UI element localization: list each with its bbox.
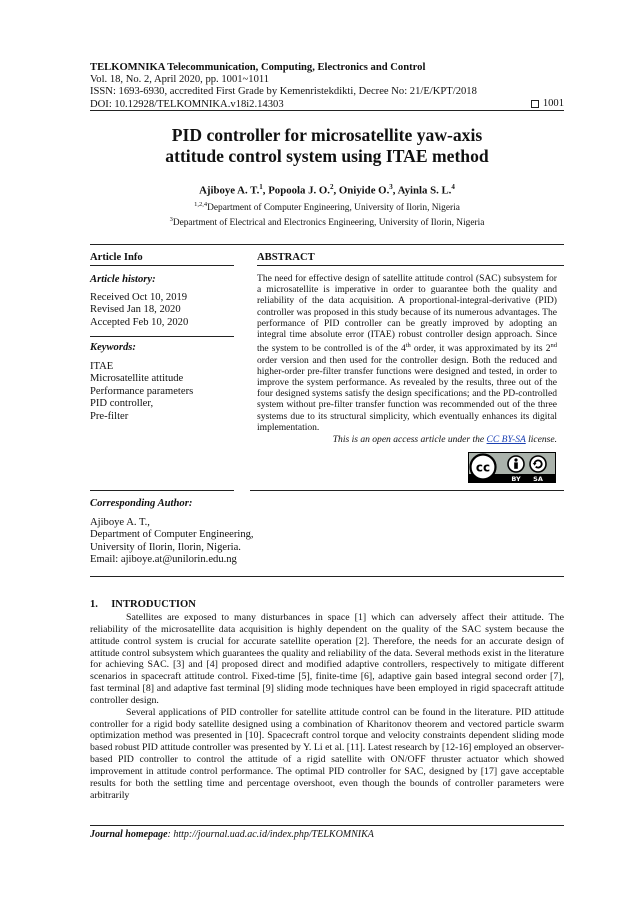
affil-2-sup: 3 <box>169 216 173 224</box>
title-line-1: PID controller for microsatellite yaw-axis <box>171 125 483 145</box>
cc-logo-text: cc <box>475 460 491 475</box>
sup-nd: nd <box>550 342 557 350</box>
sup-th: th <box>405 342 411 350</box>
introduction-heading: 1. INTRODUCTION <box>90 599 196 610</box>
volume-info: Vol. 18, No. 2, April 2020, pp. 1001~1011 <box>90 74 270 86</box>
affil-1-sup: 1,2,4 <box>194 201 208 208</box>
info-head-rule <box>90 265 234 266</box>
abstract-part-2: order, it was approximated by its 2 <box>410 343 551 355</box>
article-history-heading: Article history: <box>90 274 156 285</box>
license-suffix: license. <box>525 434 557 445</box>
cc-badge-graphic <box>468 452 556 483</box>
share-alike-icon <box>530 456 546 472</box>
corresponding-right-rule <box>250 490 564 491</box>
author-1: Ajiboye A. T. <box>199 184 260 197</box>
by-label: BY <box>511 475 521 483</box>
author-2-sup: 2 <box>329 183 334 191</box>
author-3-sup: 3 <box>389 183 393 191</box>
homepage-url: : http://journal.uad.ac.id/index.php/TELKOMNIKA <box>167 829 374 840</box>
keyword: Performance parameters <box>90 385 194 397</box>
author-3: , Oniyide O. <box>333 184 390 197</box>
cc-by-sa-link[interactable]: CC BY-SA <box>486 434 526 445</box>
intro-paragraph-1: Satellites are exposed to many disturbances in space [1] which can adversely affect their attitude. The reliability of the microsatellite data acquisition is highly dependent on the quality of the SAC system because the attitude control system is crucial for accurate satellite operation [2]. Therefore, the needs for an accurate design of attitude control subsystem which guarantees the quality and reliability of the data. Several methods exist in the literature for achieving SAC. [3] and [4] proposed direct and modified adaptive controllers, respectively to mitigate different scenarios in spacecraft attitude control. Fixed-time [5], finite-time [6], adaptive gain based integral second order [7], fast terminal [8] and adaptive fast terminal [9] sliding mode techniques have been employed in rigid spacecraft attitude controller design. <box>90 612 565 706</box>
abstract-head-rule <box>257 265 564 266</box>
corresponding-left-rule <box>90 490 234 491</box>
keyword: Microsatellite attitude <box>90 373 184 385</box>
intro-paragraph-2: Several applications of PID controller for satellite attitude control can be found in the literature. PID attitude controller for a rigid body satellite designed using a combination of Kharitonov theorem and vectored particle swarm optimization method was presented in [10]. Spacecraft control torque and velocity constraints dependent sliding mode based robust PID attitude controller was presented by Y. Li et al. [11]. Latest research by [12-16] employed an observer-based PID controller to control the attitude of a rigid satellite with ON/OFF thruster actuator which showed improvement in attitude control performance. The optimal PID controller for SAC, designed by [17] gave acceptable results for both the settling time and percentage overshoot, even though the bounds of controller parameters were arbitrarily <box>90 706 564 801</box>
license-note <box>257 434 557 445</box>
keyword: PID controller, <box>90 398 154 410</box>
header-rule <box>90 110 564 111</box>
abstract-text <box>257 273 557 433</box>
square-icon <box>531 100 539 108</box>
author-2: , Popoola J. O. <box>262 184 330 197</box>
corresponding-name: Ajiboye A. T., <box>90 517 150 528</box>
abstract-part-1: The need for effective design of satellite attitude control (SAC) subsystem for a microsatellite is imperative in order to guarantee both the quality and reliability of the data acquisition. A proportional-integral-derivative (PID) controller was proposed in this study because of its numerous advantages. The performance of PID controller can be greatly improved by adopting an integral time absolute error (ITAE) robust controller design approach. Since the system to be controlled is of the 4 <box>257 273 557 355</box>
abstract-heading: ABSTRACT <box>257 252 315 263</box>
page-number-text: 1001 <box>542 98 564 109</box>
revised-date: Revised Jan 18, 2020 <box>90 304 181 316</box>
author-4: , Ayinla S. L. <box>392 184 452 197</box>
box-bottom-rule <box>90 576 564 577</box>
footer-rule <box>90 825 564 826</box>
corresponding-heading: Corresponding Author: <box>90 498 193 509</box>
journal-homepage <box>90 829 374 840</box>
introduction-body <box>90 612 564 802</box>
doi-info: DOI: 10.12928/TELKOMNIKA.v18i2.14303 <box>90 98 284 110</box>
article-info-heading: Article Info <box>90 252 143 263</box>
affiliation-2: Department of Electrical and Electronics Engineering, University of Ilorin, Nigeria <box>172 218 485 229</box>
abstract-part-3: order version and then used for the controller design. Both the reduced and higher-order pre-filter transfer functions were designed and tested, in order to improve the system performance. As revealed by the results, three out of the four designed systems satisfy the design specifications; and the PD-controlled system without pre-filter transfer function was recommended out of the three systems due to its structural simplicity, which eventually enhances its digital implementation. <box>257 354 557 433</box>
keyword: ITAE <box>90 361 114 372</box>
article-history <box>90 292 188 329</box>
cc-by-sa-badge[interactable] <box>468 452 556 483</box>
title-line-2: attitude control system using ITAE method <box>165 146 489 166</box>
keyword-list <box>90 361 193 423</box>
paper-title <box>90 125 564 167</box>
received-date: Received Oct 10, 2019 <box>90 292 188 303</box>
affiliations <box>90 199 564 229</box>
box-top-rule <box>90 244 564 245</box>
author-4-sup: 4 <box>451 183 455 191</box>
corresponding-email: Email: ajiboye.at@unilorin.edu.ng <box>90 554 237 566</box>
corresponding-univ: University of Ilorin, Ilorin, Nigeria. <box>90 541 241 553</box>
running-header <box>90 62 564 111</box>
author-list <box>90 183 564 197</box>
affiliation-1: Department of Computer Engineering, University of Ilorin, Nigeria <box>207 203 460 214</box>
corresponding-details <box>90 517 254 567</box>
issn-info: ISSN: 1693-6930, accredited First Grade by Kemenristekdikti, Decree No: 21/E/KPT/2018 <box>90 86 477 98</box>
license-prefix: This is an open access article under the <box>332 434 487 445</box>
journal-name: TELKOMNIKA Telecommunication, Computing, Electronics and Control <box>90 62 426 73</box>
accepted-date: Accepted Feb 10, 2020 <box>90 316 189 328</box>
keywords-heading: Keywords: <box>90 342 136 353</box>
homepage-label: Journal homepage <box>90 829 168 840</box>
history-rule <box>90 336 234 337</box>
page-number <box>531 98 564 109</box>
sa-label: SA <box>533 475 543 483</box>
keyword: Pre-filter <box>90 410 129 422</box>
corresponding-dept: Department of Computer Engineering, <box>90 529 254 541</box>
author-1-sup: 1 <box>259 183 263 191</box>
